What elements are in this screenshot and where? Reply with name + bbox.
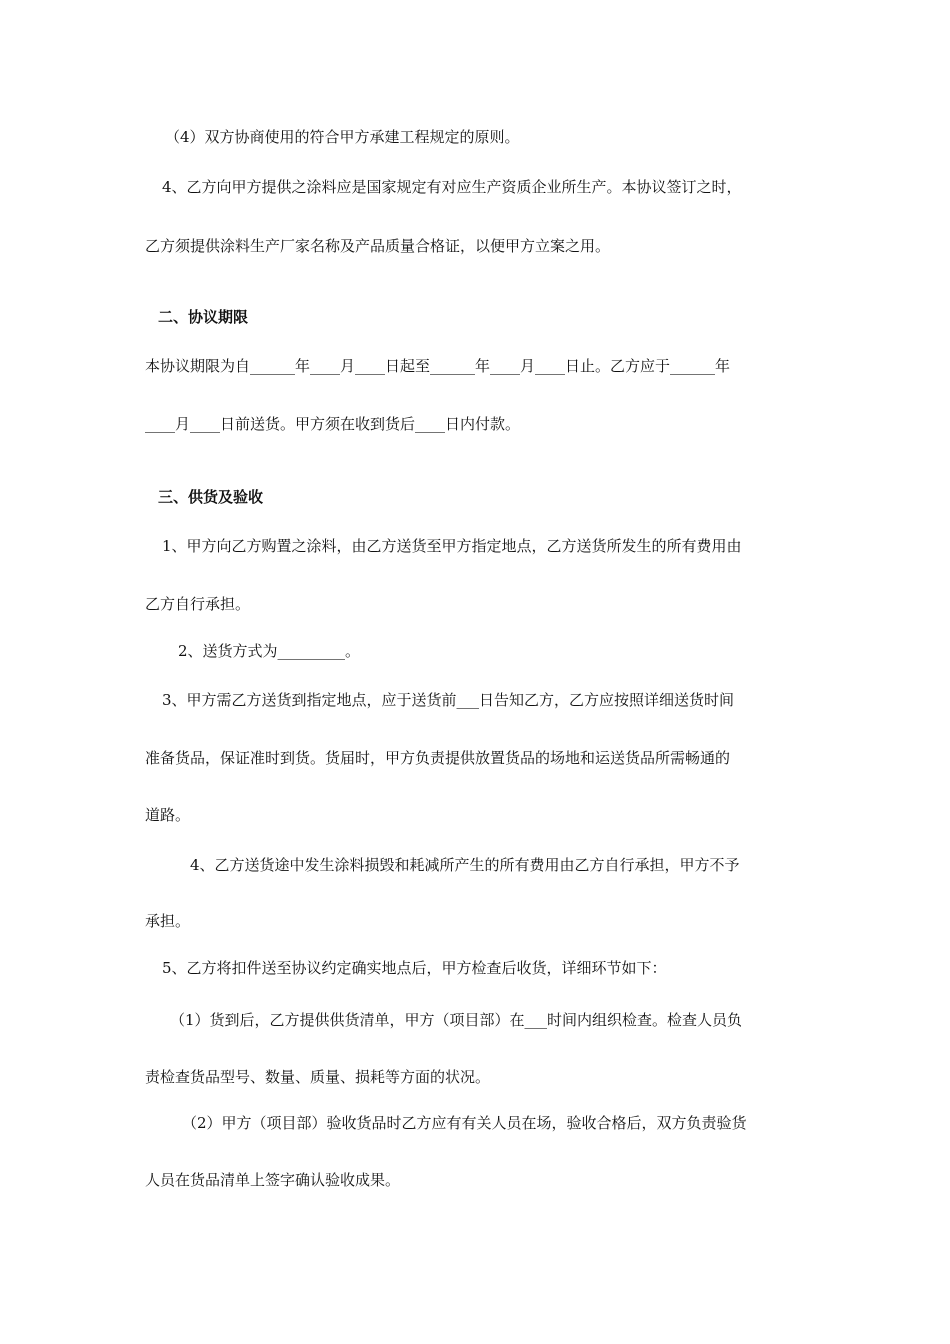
paragraph-term-line2: ____月____日前送货。甲方须在收到货后____日内付款。 xyxy=(145,415,521,433)
paragraph-supply-1-line2: 乙方自行承担。 xyxy=(145,595,251,613)
paragraph-supply-3-line2: 准备货品，保证准时到货。货届时，甲方负责提供放置货品的场地和运送货品所需畅通的 xyxy=(145,749,731,767)
paragraph-supply-5-2-line2: 人员在货品清单上签字确认验收成果。 xyxy=(145,1171,401,1189)
paragraph-4-item: （4）双方协商使用的符合甲方承建工程规定的原则。 xyxy=(165,128,520,146)
paragraph-supply-2: 2、送货方式为_________。 xyxy=(178,642,361,660)
paragraph-supply-4-line1: 4、乙方送货途中发生涂料损毁和耗减所产生的所有费用由乙方自行承担，甲方不予 xyxy=(190,856,740,874)
paragraph-supply-5-1-line1: （1）货到后，乙方提供供货清单，甲方（项目部）在___时间内组织检查。检查人员负 xyxy=(170,1011,743,1029)
paragraph-supply-5: 5、乙方将扣件送至协议约定确实地点后，甲方检查后收货，详细环节如下： xyxy=(162,959,667,977)
section-heading-supply: 三、供货及验收 xyxy=(158,488,264,506)
paragraph-clause-4-line1: 4、乙方向甲方提供之涂料应是国家规定有对应生产资质企业所生产。本协议签订之时， xyxy=(162,178,742,196)
paragraph-supply-3-line3: 道路。 xyxy=(145,806,191,824)
paragraph-supply-5-2-line1: （2）甲方（项目部）验收货品时乙方应有有关人员在场，验收合格后，双方负责验货 xyxy=(182,1114,747,1132)
paragraph-supply-4-line2: 承担。 xyxy=(145,912,191,930)
paragraph-supply-3-line1: 3、甲方需乙方送货到指定地点，应于送货前___日告知乙方，乙方应按照详细送货时间 xyxy=(162,691,735,709)
paragraph-supply-5-1-line2: 责检查货品型号、数量、质量、损耗等方面的状况。 xyxy=(145,1068,491,1086)
paragraph-term-line1: 本协议期限为自______年____月____日起至______年____月____日止。乙方应于______年 xyxy=(145,357,731,375)
section-heading-term: 二、协议期限 xyxy=(158,308,249,326)
paragraph-supply-1-line1: 1、甲方向乙方购置之涂料，由乙方送货至甲方指定地点，乙方送货所发生的所有费用由 xyxy=(162,537,742,555)
paragraph-clause-4-line2: 乙方须提供涂料生产厂家名称及产品质量合格证，以便甲方立案之用。 xyxy=(145,237,611,255)
